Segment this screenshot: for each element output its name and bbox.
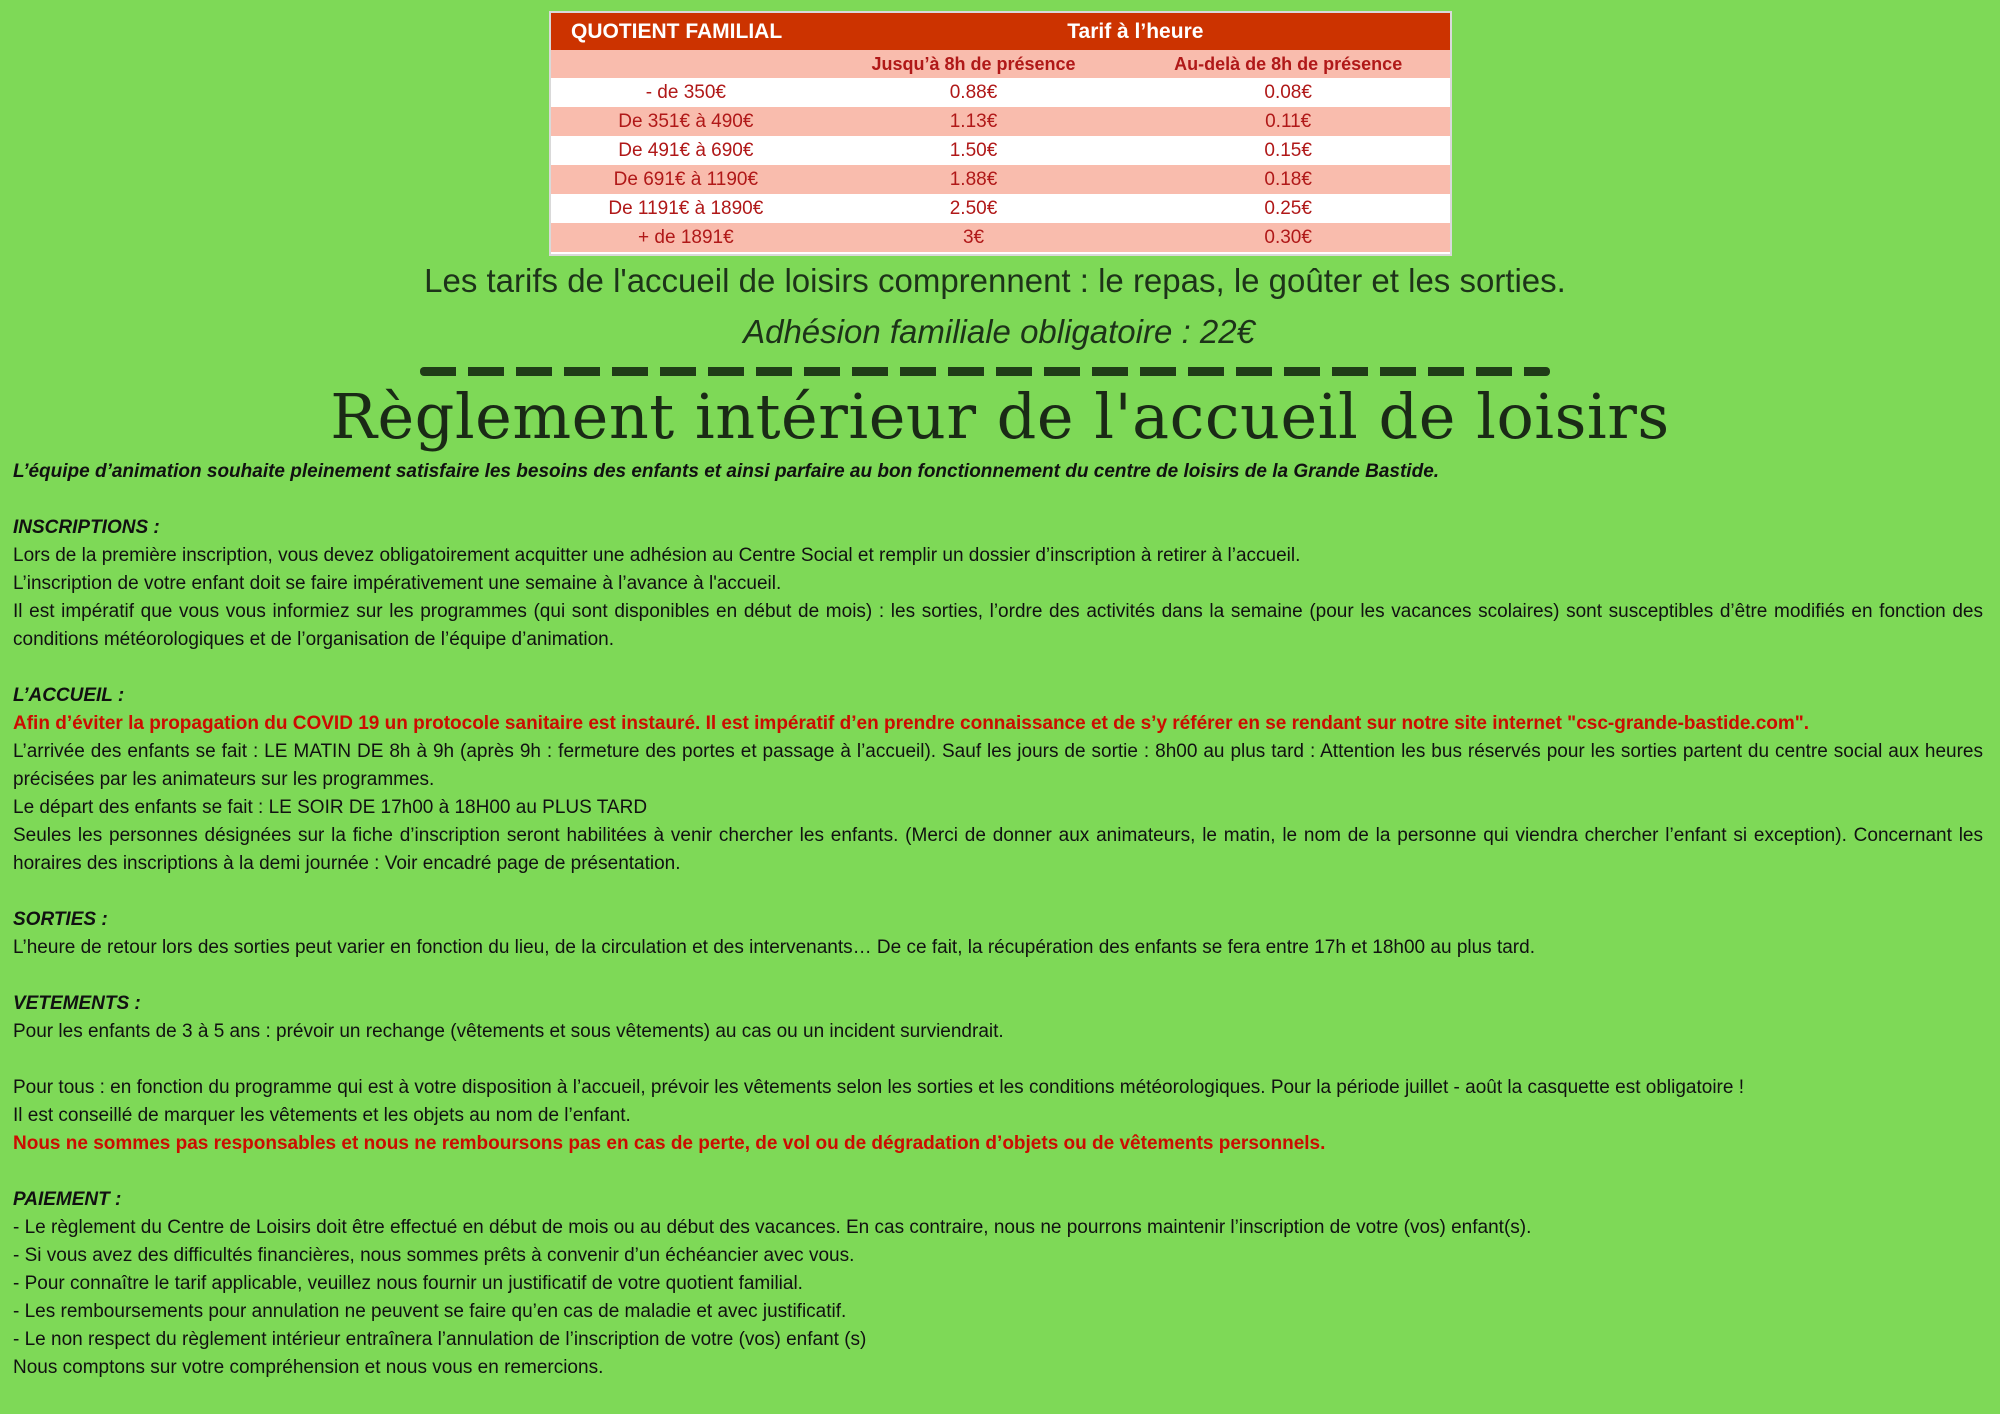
paragraph: L’heure de retour lors des sorties peut varier en fonction du lieu, de la circulation et des intervenants… De ce fait, la récupération des enfants se fera entre 17h et 18h00 au plus tard. [13,937,1535,958]
jusqua-cell: 3€ [821,223,1127,252]
qf-cell: De 351€ à 490€ [618,110,754,132]
jusqua-cell: 1.88€ [821,165,1127,194]
paragraph: L’arrivée des enfants se fait : LE MATIN DE 8h à 9h (après 9h : fermeture des portes et passage à l’accueil). Sauf les jours de sortie : 8h00 au plus tard : Attention les bus réservés pour les sorties partent du centre social aux heures précisées par les animateurs sur les programmes. [13,741,1983,790]
intro-text: L’équipe d’animation souhaite pleinement satisfaire les besoins des enfants et ainsi parfaire au bon fonctionnement du centre de loisirs de la Grande Bastide. [13,461,1440,482]
audela-cell: 0.30€ [1126,223,1450,252]
header-tarif-heure: Tarif à l’heure [821,13,1450,50]
paragraph: Il est impératif que vous vous informiez sur les programmes (qui sont disponibles en début de mois) : les sorties, l’ordre des activités dans la semaine (pour les vacances scolaires) sont susceptibles d’être modifiés en fonction des conditions météorologiques et de l’organisation de l’équipe d’animation. [13,601,1983,650]
qf-cell: De 691€ à 1190€ [613,168,759,190]
table-row [551,78,1450,107]
paragraph: Lors de la première inscription, vous devez obligatoirement acquitter une adhésion au Centre Social et remplir un dossier d’inscription à retirer à l’accueil. [13,545,1301,566]
qf-cell: De 1191€ à 1890€ [608,197,764,219]
audela-cell: 0.11€ [1126,107,1450,136]
reglement-body [13,458,1983,1382]
audela-cell: 0.25€ [1126,194,1450,223]
paragraph: Pour tous : en fonction du programme qui est à votre disposition à l’accueil, prévoir les vêtements selon les sorties et les conditions météorologiques. Pour la période juillet - août la casquette est obligatoire ! [13,1077,1744,1098]
paragraph: Le départ des enfants se fait : LE SOIR DE 17h00 à 18H00 au PLUS TARD [13,797,648,818]
qf-cell: - de 350€ [645,81,726,103]
paragraph: Il est conseillé de marquer les vêtements et les objets au nom de l’enfant. [13,1105,631,1126]
jusqua-cell: 1.50€ [821,136,1127,165]
table-row [551,136,1450,165]
list-item: - Les remboursements pour annulation ne peuvent se faire qu’en cas de maladie et avec justificatif. [13,1301,847,1322]
section-heading-inscriptions: INSCRIPTIONS : [13,517,160,538]
qf-cell: De 491€ à 690€ [618,139,754,161]
section-heading-sorties: SORTIES : [13,909,108,930]
table-row [551,165,1450,194]
section-heading-accueil: L’ACCUEIL : [13,685,125,706]
jusqua-cell: 2.50€ [821,194,1127,223]
list-item: - Le règlement du Centre de Loisirs doit être effectué en début de mois ou au début des vacances. En cas contraire, nous ne pourrons maintenir l’inscription de votre (vos) enfant(s). [13,1217,1532,1238]
audela-cell: 0.18€ [1126,165,1450,194]
paragraph: Pour les enfants de 3 à 5 ans : prévoir un rechange (vêtements et sous vêtements) au cas ou un incident surviendrait. [13,1021,1004,1042]
table-row [551,223,1450,252]
header-quotient-familial: QUOTIENT FAMILIAL [551,13,821,50]
tariff-grid [551,13,1450,252]
list-item: - Pour connaître le tarif applicable, veuillez nous fournir un justificatif de votre quotient familial. [13,1273,803,1294]
paragraph: L’inscription de votre enfant doit se faire impérativement une semaine à l’avance à l'accueil. [13,573,782,594]
list-item: - Si vous avez des difficultés financières, nous sommes prêts à convenir d’un échéancier avec vous. [13,1245,855,1266]
audela-cell: 0.15€ [1126,136,1450,165]
dashed-divider [420,367,1550,376]
jusqua-cell: 0.88€ [821,78,1127,107]
table-row [551,194,1450,223]
section-heading-paiement: PAIEMENT : [13,1189,122,1210]
list-item: - Le non respect du règlement intérieur entraînera l’annulation de l’inscription de votre (vos) enfant (s) [13,1329,867,1350]
table-row [551,107,1450,136]
page-title: Règlement intérieur de l'accueil de loisirs [330,380,1670,453]
tarifs-note: Les tarifs de l'accueil de loisirs comprennent : le repas, le goûter et les sorties. [424,262,1566,299]
responsibility-warning: Nous ne sommes pas responsables et nous ne remboursons pas en cas de perte, de vol ou de dégradation d’objets ou de vêtements personnels. [13,1133,1326,1154]
covid-notice: Afin d’éviter la propagation du COVID 19 un protocole sanitaire est instauré. Il est impératif d’en prendre connaissance et de s’y référer en se rendant sur notre site internet "csc-grande-bastide.com". [13,713,1810,734]
section-heading-vetements: VETEMENTS : [13,993,141,1014]
col-jusqua-8h: Jusqu’à 8h de présence [821,50,1127,78]
closing-text: Nous comptons sur votre compréhension et nous vous en remercions. [13,1357,604,1378]
audela-cell: 0.08€ [1126,78,1450,107]
adhesion-note: Adhésion familiale obligatoire : 22€ [743,313,1255,350]
qf-cell: + de 1891€ [638,226,734,248]
col-audela-8h: Au-delà de 8h de présence [1126,50,1450,78]
paragraph: Seules les personnes désignées sur la fiche d’inscription seront habilitées à venir chercher les enfants. (Merci de donner aux animateurs, le matin, le nom de la personne qui viendra chercher l’enfant si exception). Concernant les horaires des inscriptions à la demi journée : Voir encadré page de présentation. [13,825,1983,874]
jusqua-cell: 1.13€ [821,107,1127,136]
tariff-table [549,11,1452,256]
